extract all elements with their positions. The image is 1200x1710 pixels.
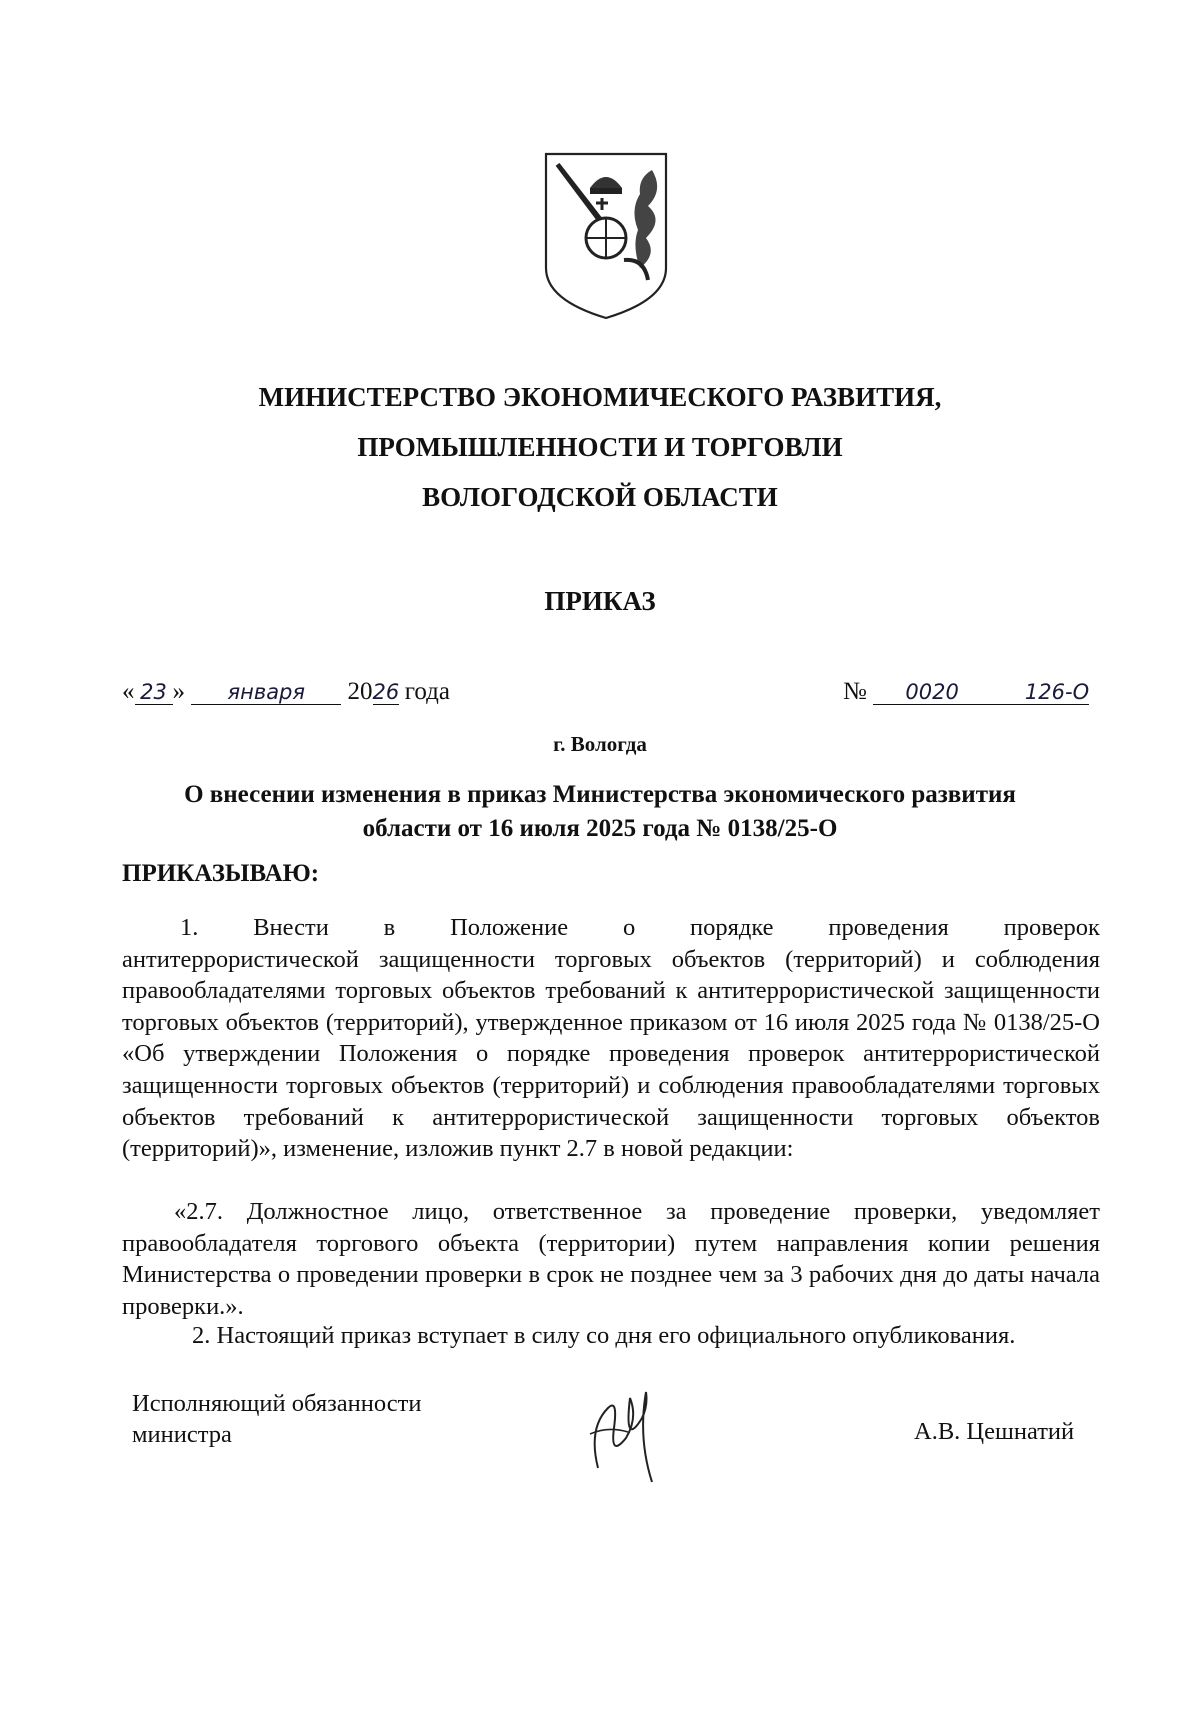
paragraph-3: 2. Настоящий приказ вступает в силу со дня его официального опубликования. xyxy=(192,1322,1016,1349)
p1-word: 1. xyxy=(180,914,199,941)
city: г. Вологда xyxy=(553,732,647,756)
date-day: 23 xyxy=(135,680,173,705)
paragraph-1-rest: антитеррористической защищенности торговых объектов (территорий) и соблюдения правообладателями торговых объектов требований к антитеррористической защищенности торговых объектов (территорий), утвержденное приказом от 16 июля 2025 года № 0138/25-О «Об утверждении Положения о порядке проведения проверок антитеррористической защищенности торговых объектов (территорий) и соблюдения правообладателями торговых объектов требований к антитеррористической защищенности торговых объектов (территорий)», изменение, изложив пункт 2.7 в новой редакции: xyxy=(122,945,1100,1163)
order-subject xyxy=(0,778,1200,846)
ministry-header xyxy=(0,372,1200,522)
date-year-prefix: 20 xyxy=(347,678,373,705)
p1-word: Положение xyxy=(450,914,569,941)
date-month: января xyxy=(191,680,341,705)
ministry-line-3: ВОЛОГОДСКОЙ ОБЛАСТИ xyxy=(422,482,778,512)
p1-word: в xyxy=(383,914,396,941)
date-year-suffix: 26 xyxy=(372,680,400,704)
paragraph-1 xyxy=(122,912,1100,1165)
number-part-1: 0020 xyxy=(873,680,991,705)
signatory-name: А.В. Цешнатий xyxy=(914,1418,1075,1445)
p1-word: о xyxy=(622,914,636,941)
signatory-title xyxy=(132,1388,421,1450)
p1-word: Внести xyxy=(253,914,329,941)
order-date xyxy=(122,678,450,706)
handwritten-signature-icon xyxy=(568,1378,678,1488)
ministry-line-1: МИНИСТЕРСТВО ЭКОНОМИЧЕСКОГО РАЗВИТИЯ, xyxy=(258,382,942,412)
date-close-quote: » xyxy=(172,678,185,705)
signatory-title-line-2: министра xyxy=(132,1421,232,1448)
p1-word: проведения xyxy=(828,914,949,941)
date-year-word: года xyxy=(404,678,450,705)
p1-word: проверок xyxy=(1003,914,1100,941)
ministry-line-2: ПРОМЫШЛЕННОСТИ И ТОРГОВЛИ xyxy=(357,432,843,462)
date-open-quote: « xyxy=(122,678,135,705)
number-part-2: 126-О xyxy=(991,680,1089,705)
coat-of-arms-icon xyxy=(540,150,672,322)
subject-line-2: области от 16 июля 2025 года № 0138/25-О xyxy=(362,815,838,842)
number-sign: № xyxy=(843,678,867,705)
prikazyvayu: ПРИКАЗЫВАЮ: xyxy=(122,860,320,887)
paragraph-2: «2.7. Должностное лицо, ответственное за проведение проверки, уведомляет правообладателя торгового объекта (территории) путем направления копии решения Министерства о проведении проверки в срок не позднее чем за 3 рабочих дня до даты начала проверки.». xyxy=(122,1198,1100,1320)
subject-line-1: О внесении изменения в приказ Министерства экономического развития xyxy=(184,781,1016,808)
order-title: ПРИКАЗ xyxy=(544,586,656,616)
p1-word: порядке xyxy=(690,914,774,941)
order-number xyxy=(843,678,1089,706)
paragraph-1-first-line xyxy=(122,912,1100,944)
signatory-title-line-1: Исполняющий обязанности xyxy=(132,1390,422,1417)
